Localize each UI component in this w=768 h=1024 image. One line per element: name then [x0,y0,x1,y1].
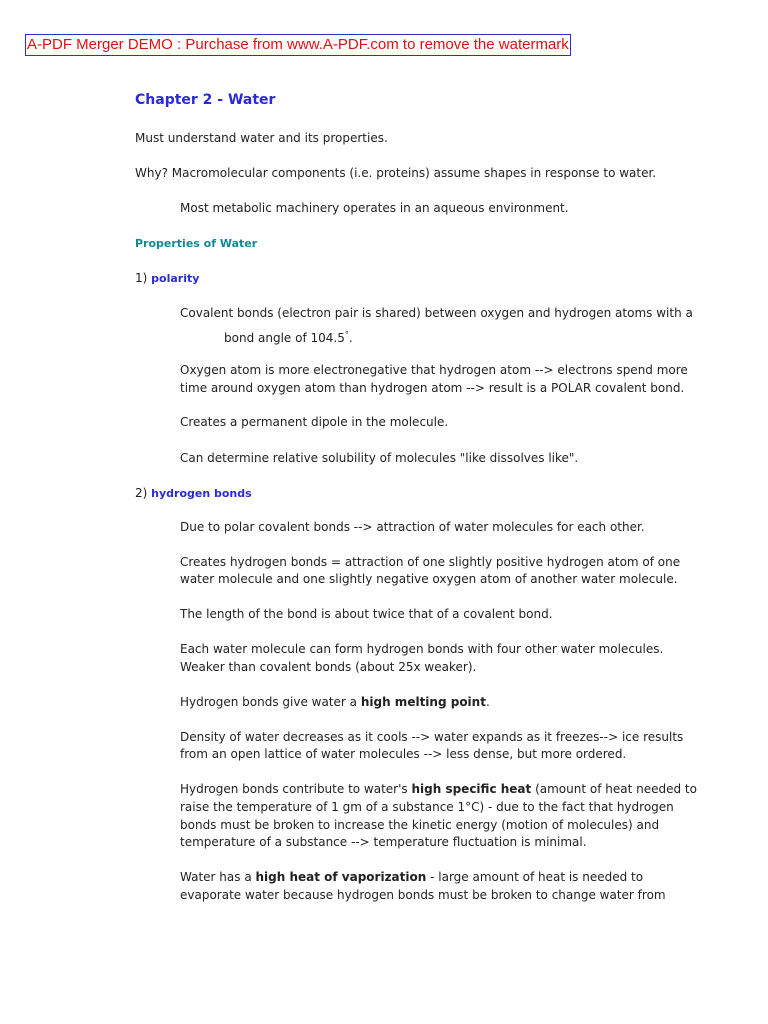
polarity-line: Covalent bonds (electron pair is shared) between oxygen and hydrogen atoms with a [180,306,693,320]
polarity-line: Oxygen atom is more electronegative that hydrogen atom --> electrons spend more [180,363,688,377]
hbonds-line: evaporate water because hydrogen bonds must be broken to change water from [180,888,666,902]
polarity-heading: 1) polarity [135,271,200,285]
watermark-banner: A-PDF Merger DEMO : Purchase from www.A-PDF.com to remove the watermark [25,34,571,56]
polarity-line: Creates a permanent dipole in the molecule. [180,415,449,429]
intro-line: Must understand water and its properties. [135,131,388,145]
hbonds-line: temperature of a substance --> temperature fluctuation is minimal. [180,835,587,849]
polarity-line: Can determine relative solubility of molecules "like dissolves like". [180,451,579,465]
hbonds-line: The length of the bond is about twice that of a covalent bond. [180,607,553,621]
hbonds-line: raise the temperature of 1 gm of a substance 1°C) - due to the fact that hydrogen [180,800,674,814]
section-heading: Properties of Water [135,237,258,250]
polarity-line: time around oxygen atom than hydrogen atom --> result is a POLAR covalent bond. [180,381,685,395]
hbonds-line: Density of water decreases as it cools --> water expands as it freezes--> ice results [180,730,684,744]
hbonds-heading: 2) hydrogen bonds [135,486,252,500]
hbonds-line: bonds must be broken to increase the kinetic energy (motion of molecules) and [180,818,660,832]
hbonds-line: from an open lattice of water molecules --> less dense, but more ordered. [180,747,627,761]
polarity-line: bond angle of 104.5°. [224,330,353,345]
chapter-title: Chapter 2 - Water [135,92,276,108]
intro-line: Why? Macromolecular components (i.e. proteins) assume shapes in response to water. [135,166,657,180]
hbonds-line: water molecule and one slightly negative oxygen atom of another water molecule. [180,572,678,586]
hbonds-line: Creates hydrogen bonds = attraction of one slightly positive hydrogen atom of one [180,555,681,569]
hbonds-line: Weaker than covalent bonds (about 25x weaker). [180,660,477,674]
hbonds-line: Water has a high heat of vaporization - large amount of heat is needed to [180,870,644,884]
hbonds-line: Each water molecule can form hydrogen bonds with four other water molecules. [180,642,664,656]
hbonds-line: Hydrogen bonds give water a high melting point. [180,695,490,709]
intro-line: Most metabolic machinery operates in an aqueous environment. [180,201,569,215]
hbonds-line: Hydrogen bonds contribute to water's high specific heat (amount of heat needed to [180,782,697,796]
hbonds-line: Due to polar covalent bonds --> attraction of water molecules for each other. [180,520,645,534]
